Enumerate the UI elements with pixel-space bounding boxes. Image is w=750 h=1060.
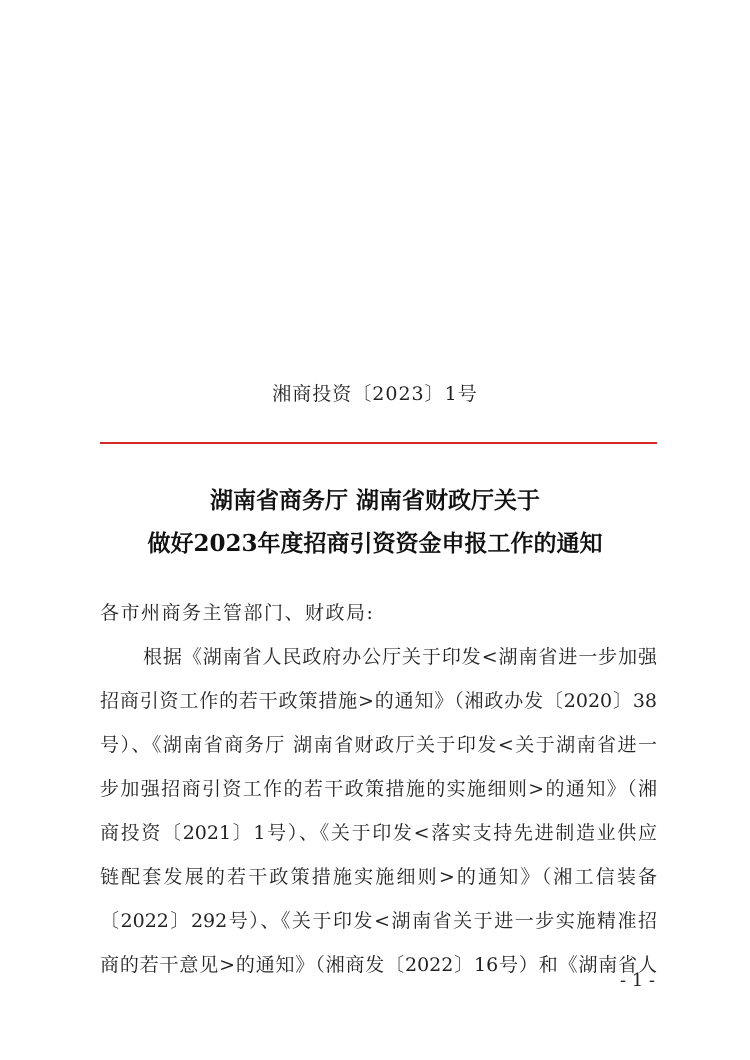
- page-number: - 1 -: [619, 970, 655, 991]
- body-line: 〔2022〕292号）、《关于印发<湖南省关于进一步实施精准招: [100, 910, 657, 932]
- body-line: 商投资〔2021〕1号）、《关于印发<落实支持先进制造业供应: [100, 822, 657, 844]
- document-title-line-2: 做好2023年度招商引资资金申报工作的通知: [147, 530, 603, 557]
- body-line: 步加强招商引资工作的若干政策措施的实施细则>的通知》（湘: [100, 778, 657, 800]
- salutation: 各市州商务主管部门、财政局:: [100, 602, 375, 624]
- document-number: 湘商投资〔2023〕1号: [272, 383, 478, 405]
- red-header-rule: [100, 442, 657, 444]
- body-line: 根据《湖南省人民政府办公厅关于印发<湖南省进一步加强: [143, 646, 657, 668]
- body-line: 商的若干意见>的通知》（湘商发〔2022〕16号）和《湖南省人: [100, 954, 657, 976]
- body-line: 号）、《湖南省商务厅 湖南省财政厅关于印发<关于湖南省进一: [100, 734, 657, 756]
- body-line: 链配套发展的若干政策措施实施细则>的通知》（湘工信装备: [100, 866, 657, 888]
- body-line: 招商引资工作的若干政策措施>的通知》（湘政办发〔2020〕38: [100, 690, 657, 712]
- document-title-line-1: 湖南省商务厅 湖南省财政厅关于: [209, 487, 540, 514]
